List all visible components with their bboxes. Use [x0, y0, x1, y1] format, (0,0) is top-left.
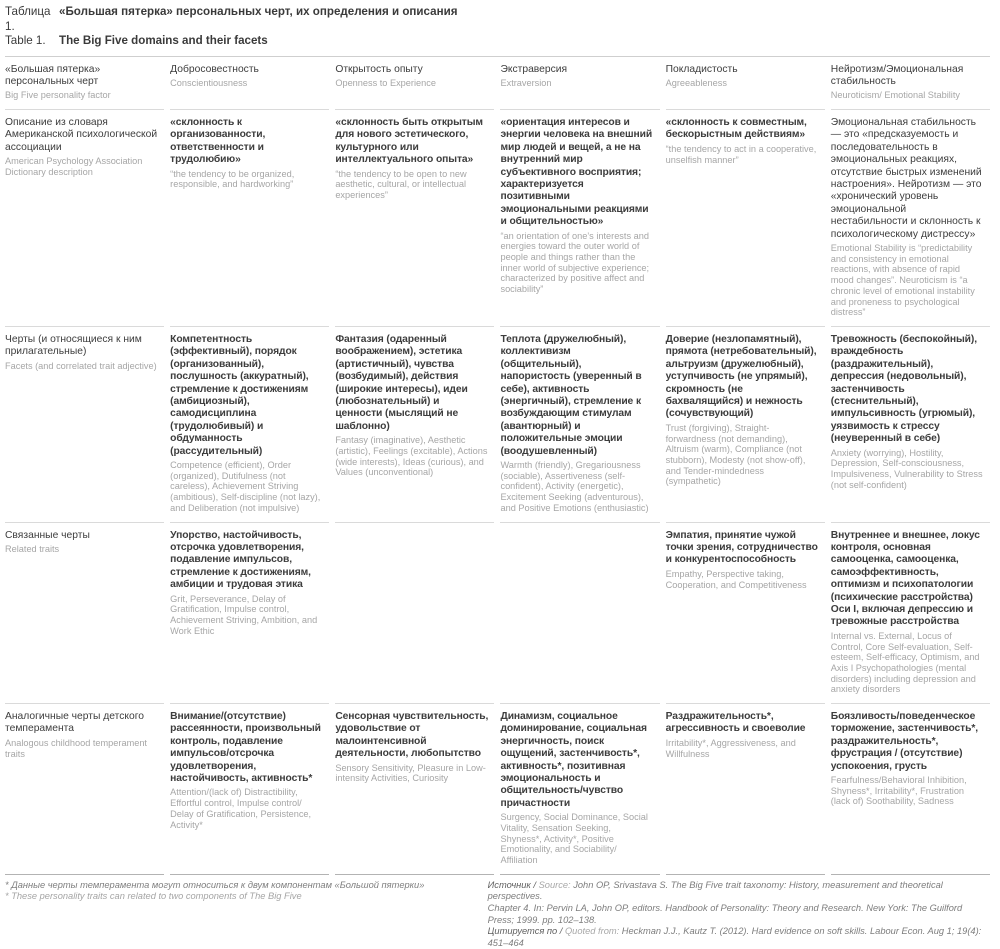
- source-text: Chapter 4. In: Pervin LA, John OP, editors. Handbook of Personality: Theory and Research. New York: The Guilford Press; 1999. pp. 102–138.: [487, 903, 963, 925]
- row-label: [5, 327, 164, 523]
- cell-text-en: “an orientation of one’s interests and energies toward the outer world of people and things rather than the inner world of subjective experience; characterized by positive affect and sociability”: [500, 230, 650, 295]
- cell-text-en: Anxiety (worrying), Hostility, Depression, Self-consciousness, Impulsiveness, Vulnerability to Stress (not self-confident): [830, 447, 983, 490]
- row-label: [5, 704, 164, 875]
- cell-text-en: Warmth (friendly), Gregariousness (sociable), Assertiveness (self-confident), Activity (energetic), Excitement Seeking (adventurous), and Positive Emotions (enthusiastic): [500, 460, 649, 513]
- table-cell: [500, 704, 659, 875]
- cell-text-en: Fantasy (imaginative), Aesthetic (artistic), Feelings (excitable), Actions (wide interests), Ideas (curious), and Values (unconventional): [335, 435, 488, 478]
- table-number-ru: Таблица 1.: [5, 5, 51, 33]
- table-title-block: [5, 5, 990, 49]
- source-label-ru: Источник /: [487, 879, 539, 890]
- table-cell: [335, 704, 494, 875]
- row-label-en: American Psychology Association Dictionary description: [5, 156, 143, 177]
- cell-text-ru: «склонность быть открытым для нового эстетического, культурного или интеллектуального опыта»: [335, 117, 483, 166]
- cell-text-ru: Внимание/(отсутствие) рассеянности, произвольный контроль, подавление импульсов/отсрочка удовлетворения, настойчивость, активность*: [170, 711, 321, 785]
- column-header-en: Agreeableness: [665, 77, 727, 88]
- column-header-factor: [5, 57, 164, 111]
- cell-text-en: Grit, Perseverance, Delay of Gratification, Impulse control, Achievement Striving, Ambition, and Work Ethic: [170, 593, 318, 636]
- cell-text-en: “the tendency to be organized, responsible, and hardworking”: [170, 168, 295, 190]
- row-label: [5, 523, 164, 704]
- footnote-ru: * Данные черты темперамента могут относиться к двум компонентам «Большой пятерки»: [5, 879, 425, 890]
- table-cell: [831, 327, 990, 523]
- table-title-en: The Big Five domains and their facets: [59, 34, 268, 47]
- cell-text-ru: Теплота (дружелюбный), коллективизм (общительный), напористость (уверенный в себе), активность (энергичный), стремление к возбуждающим стимулам (авантюрный) и положительные эмоции (воодушевленный): [500, 334, 642, 457]
- row-label-en: Analogous childhood temperament traits: [5, 737, 147, 759]
- cell-text-en: Sensory Sensitivity, Pleasure in Low-intensity Activities, Curiosity: [335, 762, 486, 784]
- column-header-ru: Открытость опыту: [335, 63, 423, 75]
- cell-text-ru: Сенсорная чувствительность, удовольствие от малоинтенсивной деятельности, любопытство: [335, 711, 489, 760]
- cell-text-en: Irritability*, Aggressiveness, and Willfulness: [665, 737, 796, 759]
- cell-text-ru: Упорство, настойчивость, отсрочка удовлетворения, подавление импульсов, стремление к достижениям, амбиции и трудовая этика: [170, 529, 311, 591]
- cell-text-ru: «склонность к совместным, бескорыстным действиям»: [665, 117, 807, 141]
- cell-text-ru: «ориентация интересов и энергии человека на внешний мир людей и вещей, а не на внутренний мир субъективного восприятия; характеризуется позитивными эмоциональными реакциями и общительностью»: [500, 117, 653, 228]
- table-cell: [666, 523, 825, 704]
- column-header-extraversion: [500, 57, 659, 111]
- row-label-ru: Описание из словаря Американской психологической ассоциации: [5, 117, 158, 153]
- table-number-en: Table 1.: [5, 34, 46, 47]
- cell-text-ru: Фантазия (одаренный воображением), эстетика (артистичный), чувства (возбудимый), действия (широкие интересы), идеи (любознательный) и ценности (мыслящий не шаблонно): [335, 334, 468, 432]
- source-text: Heckman J.J., Kautz T. (2012). Hard evidence on soft skills. Labour Econ. Aug 1; 19(4): 451–464: [487, 926, 982, 948]
- cell-text-en: Trust (forgiving), Straight-forwardness (not demanding), Altruism (warm), Compliance (not stubborn), Modesty (not show-off), and Tender-mindedness (sympathetic): [665, 422, 806, 487]
- table-cell-empty: [335, 523, 494, 704]
- footnote-en: * These personality traits can related to two components of The Big Five: [5, 891, 302, 902]
- source-citation: [488, 880, 990, 949]
- table-cell: [831, 523, 990, 704]
- table-cell: [666, 327, 825, 523]
- big-five-table: [0, 57, 996, 875]
- table-cell: [170, 110, 329, 327]
- column-header-ru: Экстраверсия: [500, 63, 568, 75]
- column-header-en: Big Five personality factor: [5, 90, 111, 101]
- table-cell: [500, 110, 659, 327]
- cell-text-ru: Тревожность (беспокойный), враждебность (раздражительный), депрессия (недовольный), застенчивость (стеснительный), импульсивность (угрюмый), уязвимость к стрессу (неуверенный в себе): [830, 334, 977, 445]
- table-footer: [5, 880, 990, 949]
- table-row-description: [5, 110, 990, 327]
- column-header-ru: Нейротизм/Эмоциональная стабильность: [830, 63, 964, 87]
- cell-text-ru: Эмоциональная стабильность — это «предсказуемость и последовательность в эмоциональных реакциях, отсутствие быстрых изменений настроения». Нейротизм — это «хронический уровень эмоциональной нестабильности и склонность к психологическому дистрессу»: [830, 117, 982, 240]
- column-header-en: Neuroticism/ Emotional Stability: [830, 90, 960, 101]
- table-cell: [831, 704, 990, 875]
- table-cell: [170, 523, 329, 704]
- row-label-ru: Связанные черты: [5, 529, 90, 541]
- column-header-neuroticism: [831, 57, 990, 111]
- row-label-ru: Аналогичные черты детского темперамента: [5, 711, 144, 735]
- source-line-2: [488, 903, 990, 926]
- column-header-agreeableness: [666, 57, 825, 111]
- cell-text-en: Empathy, Perspective taking, Cooperation, and Competitiveness: [665, 568, 807, 590]
- cell-text-ru: Раздражительность*, агрессивность и своеволие: [665, 711, 806, 735]
- cell-text-en: Competence (efficient), Order (organized), Dutifulness (not careless), Achievement Striving (ambitious), Self-discipline (not lazy), and Deliberation (not impulsive): [170, 460, 321, 513]
- source-line-1: [488, 880, 990, 903]
- table-cell: [500, 327, 659, 523]
- column-header-openness: [335, 57, 494, 111]
- row-label-en: Related traits: [5, 543, 60, 554]
- cell-text-ru: Боязливость/поведенческое торможение, застенчивость*, раздражительность*, фрустрация / (отсутствие) успокоения, грусть: [830, 711, 979, 772]
- cell-text-ru: Эмпатия, принятие чужой точки зрения, сотрудничество и конкурентоспособность: [665, 529, 818, 566]
- table-cell: [170, 704, 329, 875]
- big-five-table-wrapper: [0, 57, 996, 875]
- source-label-en: Source:: [538, 879, 574, 890]
- cell-text-ru: Доверие (незлопамятный), прямота (нетребовательный), альтруизм (дружелюбный), уступчивость (не упрямый), скромность (не бахвалящийся) и нежность (сочувствующий): [665, 334, 817, 420]
- table-row-facets: [5, 327, 990, 523]
- table-cell: [170, 327, 329, 523]
- table-cell-empty: [500, 523, 659, 704]
- column-header-en: Openness to Experience: [335, 77, 436, 88]
- table-row-related-traits: [5, 523, 990, 704]
- column-header-ru: Добросовестность: [170, 63, 259, 75]
- cell-text-en: “the tendency to be open to new aesthetic, cultural, or intellectual experiences”: [335, 168, 467, 201]
- row-label-ru: Черты (и относящиеся к ним прилагательные): [5, 334, 142, 358]
- cell-text-ru: «склонность к организованности, ответственности и трудолюбию»: [170, 117, 266, 166]
- source-text: John OP, Srivastava S. The Big Five trait taxonomy: History, measurement and theoretical perspectives.: [487, 879, 943, 902]
- cell-text-en: Surgency, Social Dominance, Social Vitality, Sensation Seeking, Shyness*, Activity*, Positive Emotionality, and Sociability/ Affiliation: [500, 812, 648, 866]
- cell-text-ru: Динамизм, социальное доминирование, социальная энергичность, поиск ощущений, застенчивость*, активность*, позитивная эмоциональность и общительность/чувство причастности: [500, 711, 647, 809]
- cell-text-en: Internal vs. External, Locus of Control, Core Self-evaluation, Self-esteem, Self-efficacy, Optimism, and Axis I Psychopathologies (mental disorders) including depression and anxiety disorders: [830, 630, 980, 695]
- table-cell: [666, 110, 825, 327]
- source-line-3: [488, 926, 990, 949]
- table-cell: [335, 110, 494, 327]
- footnote-block: [5, 880, 488, 949]
- cell-text-ru: Компетентность (эффективный), порядок (организованный), послушность (аккуратный), стремление к достижениям (амбициозный), самодисциплина (трудолюбивый) и обдуманность (рассудительный): [170, 334, 309, 457]
- cell-text-en: “the tendency to act in a cooperative, unselfish manner”: [665, 143, 817, 165]
- quoted-from-label-ru: Цитируется по /: [487, 926, 565, 937]
- column-header-ru: Покладистость: [665, 63, 738, 75]
- table-cell: [831, 110, 990, 327]
- column-header-conscientiousness: [170, 57, 329, 111]
- table-title-ru: «Большая пятерка» персональных черт, их определения и описания: [59, 5, 458, 18]
- row-label-en: Facets (and correlated trait adjective): [5, 360, 157, 371]
- table-cell: [666, 704, 825, 875]
- column-header-en: Conscientiousness: [170, 77, 248, 88]
- column-header-ru: «Большая пятерка» персональных черт: [5, 63, 101, 87]
- row-label: [5, 110, 164, 327]
- cell-text-en: Attention/(lack of) Distractibility, Effortful control, Impulse control/ Delay of Gratification, Persistence, Activity*: [170, 787, 312, 830]
- table-cell: [335, 327, 494, 523]
- quoted-from-label-en: Quoted from:: [564, 926, 622, 937]
- column-header-en: Extraversion: [500, 77, 552, 88]
- header-row: [5, 57, 990, 111]
- cell-text-ru: Внутреннее и внешнее, локус контроля, основная самооценка, самооценка, самоэффективность, оптимизм и психопатологии (психические расстройства) Оси I, включая депрессию и тревожные расстройства: [830, 529, 980, 628]
- cell-text-en: Emotional Stability is “predictability and consistency in emotional reactions, with absence of rapid mood changes”. Neuroticism is “a chronic level of emotional instability and proneness to psychological distress”: [830, 243, 975, 318]
- table-row-childhood-temperament: [5, 704, 990, 875]
- cell-text-en: Fearfulness/Behavioral Inhibition, Shyness*, Irritability*, Frustration (lack of) Soothability, Sadness: [830, 775, 967, 807]
